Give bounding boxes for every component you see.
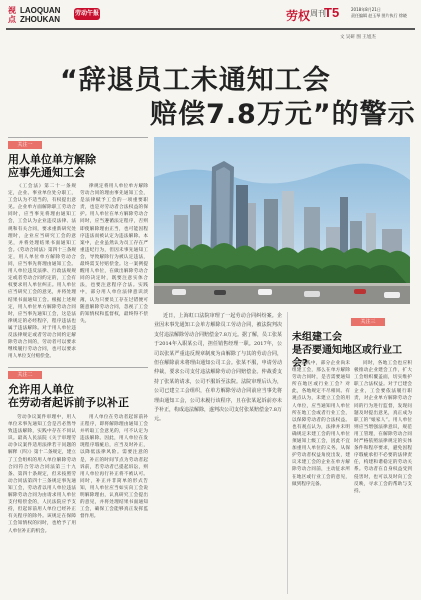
column-divider <box>287 312 288 594</box>
column-logo-cn: 视点 <box>8 6 16 24</box>
column-logo-en <box>20 6 60 24</box>
date-line: 2018年8月21日 <box>351 7 381 12</box>
article-column-1b: 劳动争议案件审理中，用人单位未事先通知工会是否必然导致违法解除，实践中存在不同认识。最高人民法院《关于审理劳动争议案件适用法律若干问题的解释（四）》第十二条规定，建立了工会组织的用人单位解除劳动合同符合劳动合同法第三十九条、第四十条规定，但未按照劳动合同法第四十三条规定事先通知工会，劳动者以用人单位违法解除劳动合同为由请求用人单位支付赔偿金的，人民法院应予支持，但起诉前用人单位已经补正有关程序的除外。该规定在保障工会知情权的同时，也给予了用人单位补正的机会。 <box>8 415 76 534</box>
subheading-1 <box>8 153 148 179</box>
header-divider <box>6 28 415 30</box>
newspaper-seal-logo: 劳动午报 <box>74 8 100 20</box>
headline-line1: “辞退员工未通知工会 <box>60 65 331 96</box>
section-sub: 周刊 <box>310 9 326 18</box>
section-tag-1: 关注一 <box>8 141 42 149</box>
editor-line: 责任编辑 赵玉琴 图片执行 徐晓 <box>351 13 407 18</box>
city-skyline-photo <box>154 137 410 304</box>
subheading-2-line1: 允许用人单位 <box>8 383 74 396</box>
subheading-1-line1: 用人单位单方解除 <box>8 153 96 166</box>
headline-line2: 赔偿7.8万元”的警示 <box>150 99 416 130</box>
subheading-1-line2: 应事先通知工会 <box>8 166 85 179</box>
subheading-2 <box>8 383 148 409</box>
logo-en-line1: LAOQUAN <box>20 6 61 15</box>
page-header <box>4 4 417 26</box>
subheading-3-line1: 未组建工会 <box>292 332 342 343</box>
page-number: T5 <box>324 5 340 20</box>
subheading-3-line2: 是否要通知地区或行业工会? <box>292 345 402 369</box>
section-name: 劳权 <box>286 9 311 23</box>
subheading-2-line2: 在劳动者起诉前予以补正 <box>8 396 129 409</box>
article-column-1a: 《工会法》第二十一条规定，企业、事业单位处分职工，工会认为不适当的，有权提出意见。企业单方面解除职工劳动合同时，应当事先将理由通知工会，工会认为企业违反法律、法规和有关合同，要求重新研究处理时，企业应当研究工会的意见，并将处理结果书面通知工会。《劳动合同法》第四十三条规定，用人单位单方解除劳动合同，应当事先将理由通知工会。用人单位违反法律、行政法规规定或者劳动合同约定的，工会有权要求用人单位纠正。用人单位应当研究工会的意见，并将处理结果书面通知工会。根据上述规定，用人单位单方解除劳动合同时，应当事先通知工会，这是法律规定的必经程序，程序违法也属于违法解除。对于用人单位违反法律规定或者劳动合同约定解除劳动合同的，劳动者可以要求继续履行劳动合同，也可以要求用人单位支付赔偿金。 <box>8 184 76 360</box>
section-rule <box>8 367 148 368</box>
section-tag-3: 关注三 <box>351 318 385 326</box>
logo-en-line2: ZHOUKAN <box>20 15 60 24</box>
byline: 文 吴研 图 王旭杰 <box>340 35 376 40</box>
date-info <box>351 7 417 19</box>
article-column-main: 近日，上海虹口法院审理了一起劳动合同纠纷案。企业因未事先通知工会单方解除员工劳动合同，被法院判决支付违法解除劳动合同赔偿金7.8万元。据了解，员工张某于2014年入职某公司，担任销售经理一职。2017年，公司以张某严重违反规章制度为由解除了与其的劳动合同，但在解除前未将理由通知公司工会。张某不服，申请劳动仲裁，要求公司支付违法解除劳动合同赔偿金。仲裁委支持了张某的请求，公司不服诉至法院。法院审理后认为，公司已建立工会组织，在单方解除劳动合同前应当事先将理由通知工会，公司未履行该程序，且在张某起诉前亦未予补正，构成违法解除，遂判决公司支付张某赔偿金7.8万元。 <box>154 313 282 423</box>
article-column-2a: 律规定将用人单位单方解除劳动合同的理由事先通知工会，是法律赋予工会的一项重要职责，也是对劳动者合法权益的保护。用人单位在单方解除劳动合同时，应当遵循法定程序，否则即使解除理由正当，也可能因程序违法而被认定为违法解除。本案中，企业虽然认为员工存在严重违纪行为，但因未事先通知工会，导致解除行为被认定违法，最终需支付赔偿金。这一案例提醒用人单位，在做出解除劳动合同的决定时，既要注意实体合法，也要注意程序合法。实践中，部分用人单位法律意识淡薄，认为只要员工存在过错便可随意解除劳动合同，忽视了工会的知情权和监督权，最终得不偿失。 <box>80 184 148 324</box>
section-rule <box>8 137 148 138</box>
article-column-2b: 用人单位在劳动者起诉前补正程序，即将解除理由通知工会并听取工会意见的，可不认定为违法解除。因此，用人单位在发现程序瑕疵后，应当及时补正，以降低法律风险。需要注意的是，补正的时间节点为劳动者起诉前，若劳动者已提起诉讼，则用人单位再行补正将不被认可。同时，补正并非简单的形式告知，用人单位应当如实向工会说明解除理由，认真研究工会提出的意见，并将处理结果书面通知工会，确保工会能够真正发挥监督作用。 <box>80 415 148 520</box>
article-column-5: 同时，各地工会也应积极推动企业建会工作，扩大工会组织覆盖面，切实维护职工合法权益。对于已建会企业，工会要依法履行职责，对企业单方解除劳动合同的行为进行监督，发现问题及时提出意见，真正成为职工的“娘家人”。用人单位则应当增强法律意识，规范用工管理，在解除劳动合同时严格依照法律规定的实体条件和程序要求，避免因程序瑕疵承担不必要的法律责任，构建和谐稳定的劳动关系。劳动者在自身权益受到侵害时，也可以及时向工会反映，寻求工会的帮助与支持。 <box>354 361 412 494</box>
article-column-4: 实践中，部分企业尚未组建工会，那么在单方解除劳动合同时，是否需要通知所在地区或行业工会？对此，各地规定不尽相同。有观点认为，未建立工会的用人单位，应当通知用人单位所在地工会或者行业工会，以保障劳动者的合法权益。也有观点认为，法律并未明确规定未建工会的用人单位须通知上级工会，因此不宜加重用人单位的义务。从保护劳动者权益角度出发，建议未建工会的企业在单方解除劳动合同前，主动征求所在地区或行业工会的意见，做到程序完备。 <box>292 361 350 487</box>
skyline-illustration <box>154 137 410 304</box>
section-tag-2: 关注二 <box>8 371 42 379</box>
